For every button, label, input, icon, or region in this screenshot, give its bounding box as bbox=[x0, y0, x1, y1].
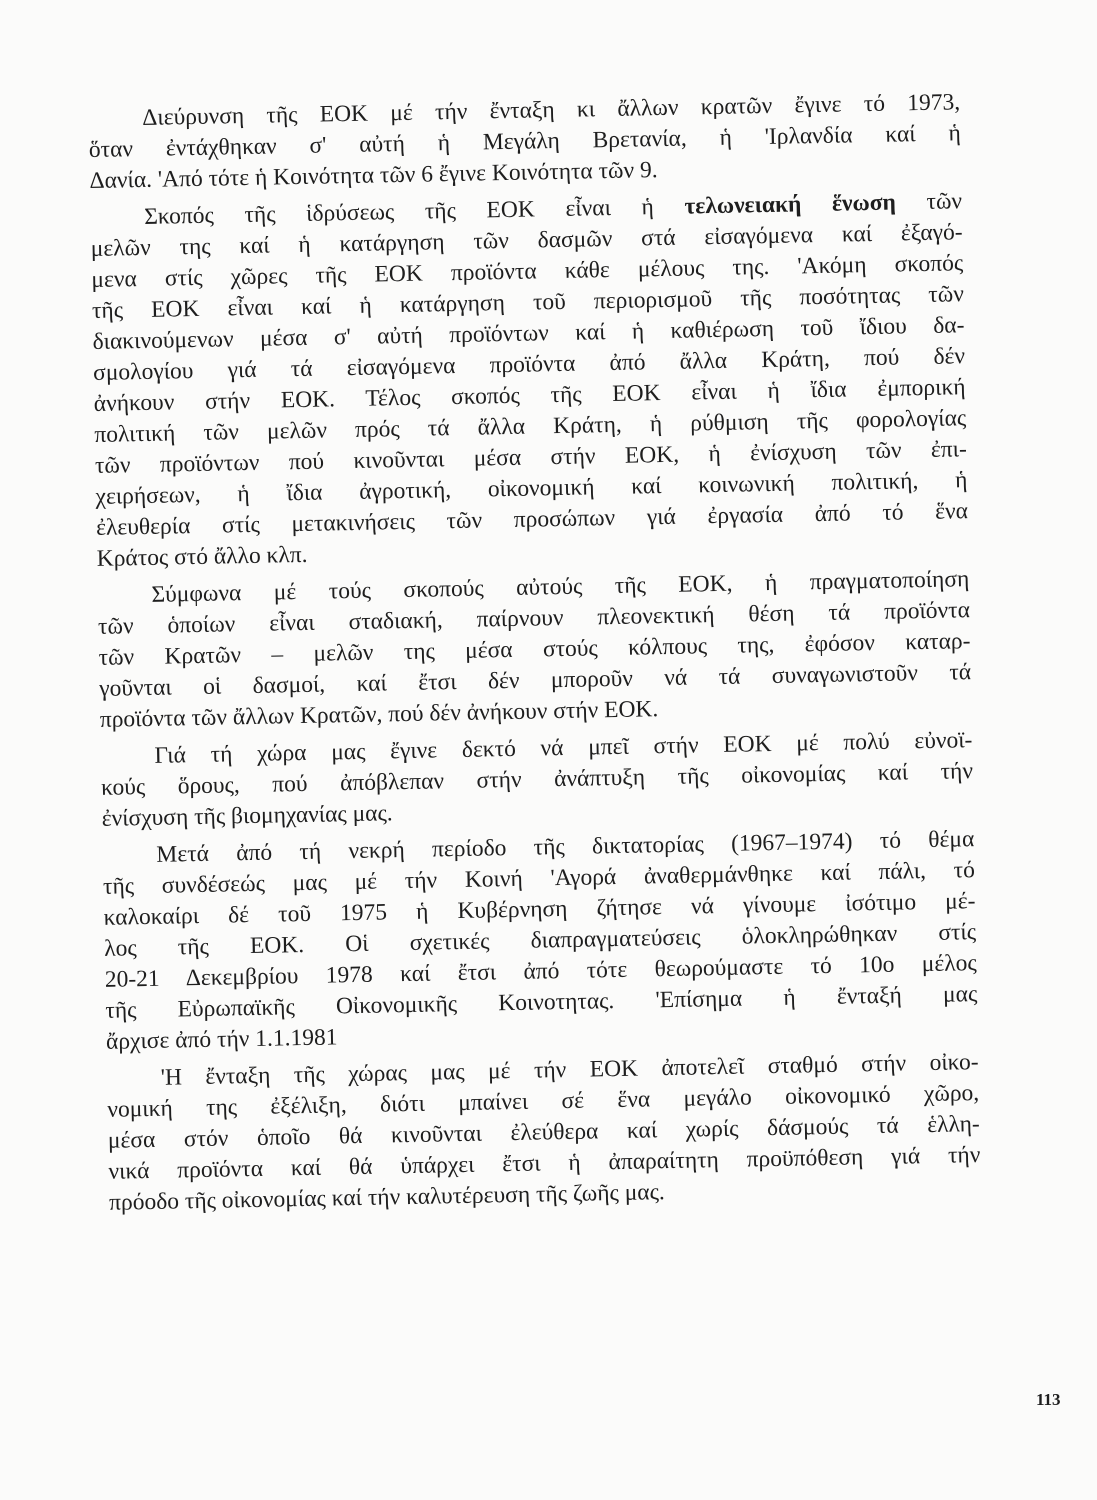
text-line: Δανία. 'Από τότε ἡ Κοινότητα τῶν 6 ἔγινε Κοινότητα τῶν 9. bbox=[89, 157, 658, 194]
page-body bbox=[88, 87, 981, 1225]
text-line: ἀνήκουν στήν ΕΟΚ. Τέλος σκοπός τῆς ΕΟΚ εἶναι ἡ ἴδια ἐμπορική bbox=[93, 374, 966, 417]
text-line: διακινούμενων μέσα σ' αὐτή προϊόντων καί ἡ καθιέρωση τοῦ ἴδιου δα- bbox=[92, 312, 965, 355]
bold-term: τελωνειακή ἕνωση bbox=[684, 189, 897, 220]
text-line: προϊόντα τῶν ἄλλων Κρατῶν, πού δέν ἀνήκουν στήν ΕΟΚ. bbox=[99, 696, 659, 733]
text-line: 'Η ἔνταξη τῆς χώρας μας μέ τήν ΕΟΚ ἀποτελεῖ σταθμό στήν οἰκο- bbox=[160, 1049, 979, 1091]
text-line: χειρήσεων, ἡ ἴδια ἀγροτική, οἰκονομική καί κοινωνική πολιτική, ἡ bbox=[95, 467, 968, 510]
text-segment: Σκοπός τῆς ἱδρύσεως τῆς ΕΟΚ εἶναι ἡ bbox=[143, 193, 685, 230]
text-line: πολιτική τῶν μελῶν πρός τά ἄλλα Κράτη, ἡ ρύθμιση τῆς φορολογίας bbox=[94, 405, 967, 448]
paragraph bbox=[88, 87, 962, 197]
text-line: ὅταν ἐντάχθηκαν σ' αὐτή ἡ Μεγάλη Βρετανία, ἡ 'Ιρλανδία καί ἡ bbox=[88, 120, 961, 163]
page-number: 113 bbox=[1036, 1390, 1061, 1409]
text-line: τῆς Εὐρωπαϊκῆς Οἰκονομικῆς Κοινοτητας. 'Επίσημα ἡ ἔνταξή μας bbox=[105, 981, 978, 1024]
text-segment: τῶν bbox=[895, 188, 963, 216]
text-line: κούς ὅρους, πού ἀπόβλεπαν στήν ἀνάπτυξη τῆς οἰκονομίας καί τήν bbox=[100, 758, 974, 801]
text-line: μέσα στόν ὁποῖο θά κινοῦνται ἐλεύθερα καί χωρίς δάσμούς τά ἑλλη- bbox=[107, 1111, 980, 1154]
text-line: μελῶν της καί ἡ κατάργηση τῶν δασμῶν στά εἰσαγόμενα καί ἐξαγό- bbox=[90, 219, 963, 262]
text-line: τῶν ὁποίων εἶναι σταδιακή, παίρνουν πλεονεκτική θέση τά προϊόντα bbox=[97, 597, 971, 640]
text-line: νικά προϊόντα καί θά ὑπάρχει ἔτσι ἡ ἀπαραίτητη προϋπόθεση γιά τήν bbox=[108, 1142, 981, 1185]
text-line: Κράτος στό ἄλλο κλπ. bbox=[96, 541, 308, 572]
text-line: τῆς συνδέσεώς μας μέ τήν Κοινή 'Αγορά ἀναθερμάνθηκε καί πάλι, τό bbox=[102, 857, 976, 900]
paragraph bbox=[106, 1047, 981, 1219]
text-line: λος τῆς ΕΟΚ. Οἱ σχετικές διαπραγματεύσεις ὁλοκληρώθηκαν στίς bbox=[103, 919, 977, 962]
text-line: τῶν Κρατῶν – μελῶν της μέσα στούς κόλπους της, ἐφόσον καταρ- bbox=[98, 628, 971, 671]
text-line: νομική της ἐξέλιξη, διότι μπαίνει σέ ἕνα μεγάλο οἰκονομικό χῶρο, bbox=[107, 1080, 980, 1123]
paragraph bbox=[90, 186, 969, 575]
text-line: ἐνίσχυση τῆς βιομηχανίας μας. bbox=[101, 800, 393, 832]
text-line: ἐλευθερία στίς μετακινήσεις τῶν προσώπων γιά ἐργασία ἀπό τό ἕνα bbox=[95, 498, 969, 541]
text-line: 20-21 Δεκεμβρίου 1978 καί ἔτσι ἀπό τότε θεωρούμαστε τό 10ο μέλος bbox=[104, 950, 977, 993]
text-line: σμολογίου γιά τά εἰσαγόμενα προϊόντα ἀπό ἄλλα Κράτη, πού δέν bbox=[92, 343, 966, 386]
paragraph bbox=[97, 564, 972, 736]
text-line: γοῦνται οἱ δασμοί, καί ἔτσι δέν μποροῦν νά τά συναγωνιστοῦν τά bbox=[98, 659, 972, 702]
text-line: Μετά ἀπό τή νεκρή περίοδο τῆς δικτατορίας (1967–1974) τό θέμα bbox=[156, 826, 975, 868]
text-line: μενα στίς χῶρες τῆς ΕΟΚ προϊόντα κάθε μέλους της. 'Ακόμη σκοπός bbox=[91, 250, 964, 293]
paragraph bbox=[102, 824, 978, 1058]
text-line: ἄρχισε ἀπό τήν 1.1.1981 bbox=[105, 1024, 338, 1055]
text-line: Διεύρυνση τῆς ΕΟΚ μέ τήν ἔνταξη κι ἄλλων κρατῶν ἔγινε τό 1973, bbox=[142, 89, 961, 131]
text-line: καλοκαίρι δέ τοῦ 1975 ἡ Κυβέρνηση ζήτησε νά γίνουμε ἰσότιμο μέ- bbox=[103, 888, 976, 931]
text-line: Σύμφωνα μέ τούς σκοπούς αὐτούς τῆς ΕΟΚ, ἡ πραγματοποίηση bbox=[151, 566, 970, 608]
text-line: τῆς ΕΟΚ εἶναι καί ἡ κατάργηση τοῦ περιορισμοῦ τῆς ποσότητας τῶν bbox=[91, 281, 965, 324]
text-line: τῶν προϊόντων πού κινοῦνται μέσα στήν ΕΟΚ, ἡ ἐνίσχυση τῶν ἐπι- bbox=[94, 436, 968, 479]
text-line: Γιά τή χώρα μας ἔγινε δεκτό νά μπεῖ στήν ΕΟΚ μέ πολύ εὐνοϊ- bbox=[154, 727, 973, 769]
paragraph bbox=[100, 725, 974, 835]
text-line: πρόοδο τῆς οἰκονομίας καί τήν καλυτέρευση τῆς ζωῆς μας. bbox=[108, 1179, 666, 1216]
